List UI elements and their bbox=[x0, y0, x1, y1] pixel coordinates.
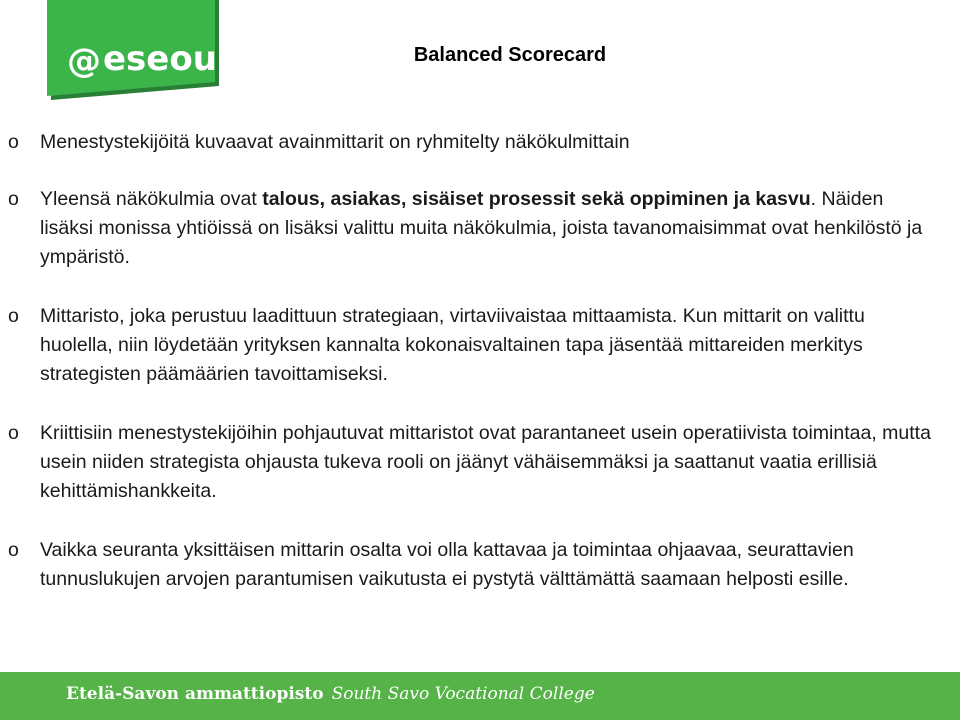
bullet-text: Menestystekijöitä kuvaavat avainmittarit on ryhmitelty näkökulmittain bbox=[40, 131, 630, 153]
bullet-marker: o bbox=[8, 305, 19, 327]
logo-at-symbol: @ bbox=[67, 41, 101, 81]
footer-bar bbox=[0, 672, 960, 720]
slide-title: Balanced Scorecard bbox=[413, 44, 607, 66]
bullet-text: Vaikka seuranta yksittäisen mittarin osalta voi olla kattavaa ja toimintaa ohjaavaa, seurattavien tunnuslukujen arvojen parantumisen vaikutusta ei pystytä välttämättä saamaan helposti esille. bbox=[40, 539, 854, 590]
bullet-item bbox=[8, 536, 938, 594]
bullet-text-before: Yleensä näkökulmia ovat bbox=[40, 188, 263, 210]
bullet-item bbox=[8, 185, 938, 272]
bullet-text: Mittaristo, joka perustuu laadittuun strategiaan, virtaviivaistaa mittaamista. Kun mittarit on valittu huolella, niin löydetään yrityksen kannalta kokonaisvaltainen tapa jäsentää mittareiden merkitys strategisten päämäärien tavoittamiseksi. bbox=[40, 305, 865, 385]
bullet-item bbox=[8, 302, 938, 389]
bullet-text-after: . Näiden lisäksi monissa yhtiöissä on lisäksi valittu muita näkökulmia, joista tavanomaisimmat ovat henkilöstö ja ympäristö. bbox=[40, 188, 923, 268]
logo-text: eseou bbox=[103, 39, 217, 79]
esedu-logo-graphic bbox=[47, 0, 219, 100]
bullet-text: Kriittisiin menestystekijöihin pohjautuvat mittaristot ovat parantaneet usein operatiivista toimintaa, mutta usein niiden strategista ohjausta tukeva rooli on jäänyt vähäisemmäksi ja saattanut vaatia erillisiä kehittämishankkeita. bbox=[40, 422, 931, 502]
bullet-item bbox=[8, 128, 938, 157]
bullet-marker: o bbox=[8, 131, 19, 153]
bullet-marker: o bbox=[8, 422, 19, 444]
bullet-marker: o bbox=[8, 188, 19, 210]
bullet-text-emphasis: talous, asiakas, sisäiset prosessit sekä oppiminen ja kasvu bbox=[262, 188, 811, 210]
footer-text bbox=[66, 684, 595, 704]
footer-school-name-finnish: Etelä-Savon ammattiopisto bbox=[66, 684, 324, 704]
bullet-item bbox=[8, 419, 938, 506]
esedu-logo bbox=[47, 0, 219, 100]
footer-school-name-english: South Savo Vocational College bbox=[331, 684, 595, 704]
bullet-list bbox=[8, 128, 938, 594]
bullet-marker: o bbox=[8, 539, 19, 561]
